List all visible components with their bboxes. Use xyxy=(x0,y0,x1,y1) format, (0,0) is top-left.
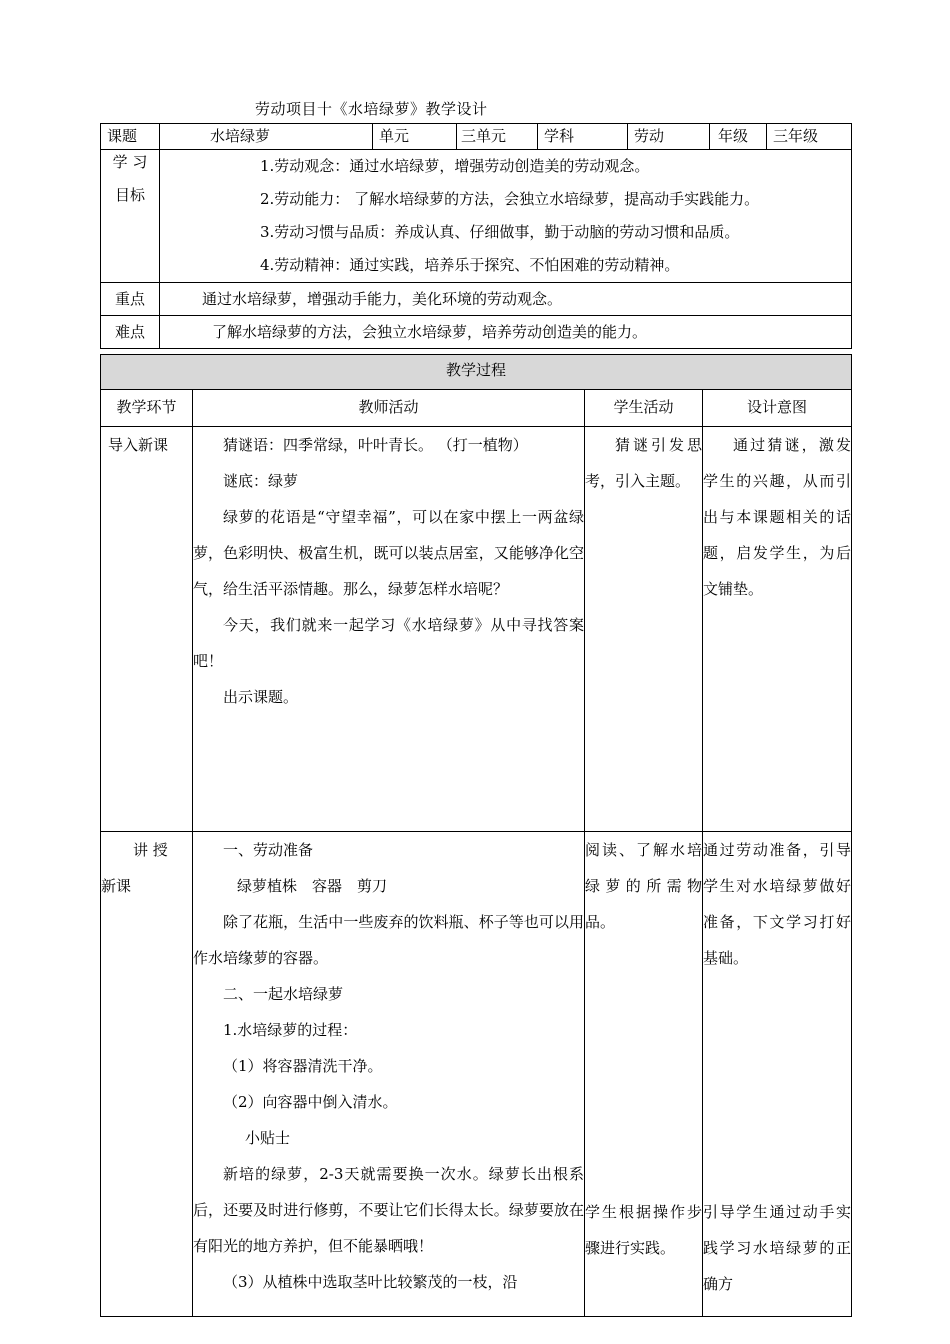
col-teacher: 教师活动 xyxy=(193,390,585,427)
paragraph: 小贴士 xyxy=(245,1129,291,1147)
objective-item: 2.劳动能力： 了解水培绿萝的方法，会独立水培绿萝，提高动手实践能力。 xyxy=(260,190,760,208)
intro-student: 猜谜引发思考，引入主题。 xyxy=(585,427,703,832)
teach-row xyxy=(101,832,852,1317)
objectives-label-line2: 目标 xyxy=(114,186,145,204)
teach-stage xyxy=(101,832,193,1317)
process-heading: 教学过程 xyxy=(101,355,852,390)
paragraph: 绿萝植株 容器 剪刀 xyxy=(237,877,388,895)
header-row xyxy=(101,124,852,150)
objective-item: 4.劳动精神：通过实践，培养乐于探究、不怕困难的劳动精神。 xyxy=(260,256,680,274)
paragraph: 一、劳动准备 xyxy=(223,841,314,859)
difficulty-text: 了解水培绿萝的方法，会独立水培绿萝，培养劳动创造美的能力。 xyxy=(160,316,852,349)
teach-student xyxy=(585,832,703,1317)
objectives-label-line1: 学 习 xyxy=(112,153,148,171)
intro-teacher xyxy=(193,427,585,832)
paragraph: 引导学生通过动手实践学习水培绿萝的正确方 xyxy=(703,1203,852,1293)
column-header-row xyxy=(101,390,852,427)
key-point-label: 重点 xyxy=(101,283,160,316)
paragraph: （3）从植株中选取茎叶比较繁茂的一枝，沿 xyxy=(223,1273,518,1291)
topic-value: 水培绿萝 xyxy=(160,124,373,150)
paragraph: 学生根据操作步骤进行实践。 xyxy=(585,1203,702,1257)
grade-value: 三年级 xyxy=(767,124,852,150)
subject-value: 劳动 xyxy=(628,124,710,150)
topic-label: 课题 xyxy=(101,124,160,150)
key-point-row xyxy=(101,283,852,316)
spacer xyxy=(585,940,702,1194)
paragraph: 绿萝的花语是“守望幸福”，可以在家中摆上一两盆绿萝，色彩明快、极富生机，既可以装点居室，又能够净化空气，给生活平添情趣。那么，绿萝怎样水培呢？ xyxy=(193,508,584,598)
paragraph: 通过劳动准备，引导学生对水培绿萝做好准备，下文学习打好基础。 xyxy=(703,841,852,967)
subject-label: 学科 xyxy=(538,124,628,150)
teach-intent xyxy=(703,832,852,1317)
objective-item: 3.劳动习惯与品质：养成认真、仔细做事，勤于动脑的劳动习惯和品质。 xyxy=(260,223,740,241)
intro-intent: 通过猜谜，激发学生的兴趣，从而引出与本课题相关的话题，启发学生，为后文铺垫。 xyxy=(703,427,852,832)
document-title: 劳动项目十《水培绿萝》教学设计 xyxy=(255,100,488,118)
paragraph: 1.水培绿萝的过程： xyxy=(223,1021,358,1039)
process-heading-row xyxy=(101,355,852,390)
paragraph: 出示课题。 xyxy=(223,688,299,706)
objectives-list xyxy=(160,150,852,283)
lesson-info-table xyxy=(100,123,852,349)
col-student: 学生活动 xyxy=(585,390,703,427)
col-intent: 设计意图 xyxy=(703,390,852,427)
intro-row xyxy=(101,427,852,832)
grade-label: 年级 xyxy=(710,124,767,150)
paragraph: 除了花瓶，生活中一些废弃的饮料瓶、杯子等也可以用作水培缘萝的容器。 xyxy=(193,913,584,967)
paragraph: 新培的绿萝，2-3天就需要换一次水。绿萝长出根系后，还要及时进行修剪，不要让它们长得太长。绿萝要放在有阳光的地方养护，但不能暴晒哦！ xyxy=(193,1165,584,1255)
teach-stage-line2: 新课 xyxy=(101,877,132,895)
objectives-row xyxy=(101,150,852,283)
paragraph: （1）将容器清洗干净。 xyxy=(223,1057,383,1075)
key-point-text: 通过水培绿萝，增强动手能力，美化环境的劳动观念。 xyxy=(160,283,852,316)
objective-item: 1.劳动观念：通过水培绿萝，增强劳动创造美的劳动观念。 xyxy=(260,157,650,175)
paragraph: 猜谜语：四季常绿，叶叶青长。 （打一植物） xyxy=(223,436,528,454)
paragraph: 谜底：绿萝 xyxy=(223,472,299,490)
difficulty-row xyxy=(101,316,852,349)
intro-stage: 导入新课 xyxy=(101,427,193,832)
teaching-process-table xyxy=(100,354,852,1317)
unit-label: 单元 xyxy=(373,124,457,150)
teach-teacher xyxy=(193,832,585,1317)
unit-value: 三单元 xyxy=(457,124,538,150)
paragraph: 阅读、了解水培绿萝的所需物品。 xyxy=(585,841,702,931)
difficulty-label: 难点 xyxy=(101,316,160,349)
objectives-label xyxy=(101,150,160,283)
paragraph: （2）向容器中倒入清水。 xyxy=(223,1093,398,1111)
teach-stage-line1: 讲 授 xyxy=(133,841,168,859)
paragraph: 今天，我们就来一起学习《水培绿萝》从中寻找答案吧！ xyxy=(193,616,584,670)
spacer xyxy=(703,976,851,1194)
paragraph: 二、一起水培绿萝 xyxy=(223,985,344,1003)
col-stage: 教学环节 xyxy=(101,390,193,427)
